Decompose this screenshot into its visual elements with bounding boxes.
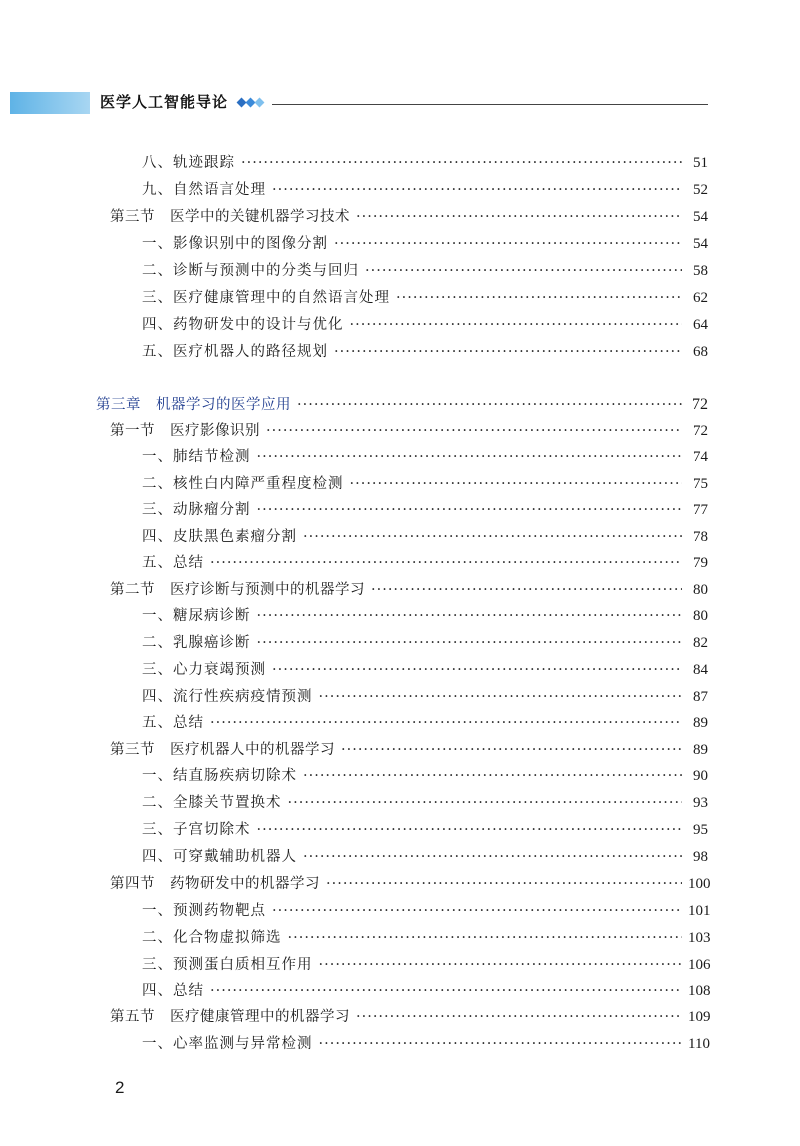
toc-entry-title: 一、结直肠疾病切除术 (142, 768, 297, 784)
toc-entry-title: 二、化合物虚拟筛选 (142, 930, 282, 946)
toc-entry-title: 四、皮肤黑色素瘤分割 (142, 529, 297, 545)
toc-entry-title: 三、心力衰竭预测 (142, 662, 266, 678)
toc-entry-title: 四、可穿戴辅助机器人 (142, 849, 297, 865)
toc-entry-title: 五、总结 (142, 555, 204, 571)
toc-item[interactable] (142, 657, 708, 679)
leader-dots (272, 661, 682, 679)
toc-entry-title: 五、医疗机器人的路径规划 (142, 344, 328, 360)
toc-section[interactable] (110, 871, 711, 893)
toc-page-number: 108 (688, 983, 711, 999)
toc-item[interactable] (142, 285, 708, 307)
toc-entry-title: 三、医疗健康管理中的自然语言处理 (142, 290, 390, 306)
toc-entry-title: 三、动脉瘤分割 (142, 502, 251, 518)
leader-dots (365, 262, 682, 280)
toc-page-number: 77 (693, 502, 708, 518)
leader-dots (371, 581, 682, 599)
toc-item[interactable] (142, 790, 708, 812)
toc-page-number: 89 (693, 715, 708, 731)
toc-item[interactable] (142, 231, 708, 253)
toc-entry-title: 第三节 医学中的关键机器学习技术 (110, 209, 350, 225)
toc-page-number: 89 (693, 742, 708, 758)
toc-page-number: 110 (688, 1036, 710, 1052)
toc-page-number: 80 (693, 582, 708, 598)
toc-page-number: 95 (693, 822, 708, 838)
toc-entry-title: 一、糖尿病诊断 (142, 608, 251, 624)
toc-item[interactable] (142, 177, 708, 199)
toc-page-number: 93 (693, 795, 708, 811)
book-title: 医学人工智能导论 (100, 93, 229, 111)
toc-item[interactable] (142, 550, 708, 572)
toc-item[interactable] (142, 497, 708, 519)
toc-page-number: 109 (688, 1009, 711, 1025)
leader-dots (303, 767, 682, 785)
toc-item[interactable] (142, 763, 708, 785)
leader-dots (272, 902, 682, 920)
leader-dots (356, 208, 682, 226)
toc-page-number: 68 (693, 344, 708, 360)
leader-dots (257, 501, 683, 519)
toc-entry-title: 二、全膝关节置换术 (142, 795, 282, 811)
toc-entry-title: 一、心率监测与异常检测 (142, 1036, 313, 1052)
toc-item[interactable] (142, 898, 711, 920)
leader-dots (319, 1035, 683, 1053)
toc-page-number: 98 (693, 849, 708, 865)
leader-dots (319, 688, 683, 706)
leader-dots (266, 422, 682, 440)
leader-dots (288, 929, 683, 947)
toc-item[interactable] (142, 312, 708, 334)
toc-item[interactable] (142, 471, 708, 493)
toc-page-number: 72 (692, 396, 708, 413)
toc-entry-title: 第三节 医疗机器人中的机器学习 (110, 742, 335, 758)
leader-dots (303, 848, 682, 866)
toc-page-number: 72 (693, 423, 708, 439)
toc-entry-title: 第三章 机器学习的医学应用 (96, 397, 291, 413)
toc-item[interactable] (142, 844, 708, 866)
toc-page-number: 78 (693, 529, 708, 545)
toc-item[interactable] (142, 150, 708, 172)
toc-chapter[interactable] (96, 392, 708, 414)
toc-entry-title: 四、药物研发中的设计与优化 (142, 317, 344, 333)
leader-dots (257, 607, 683, 625)
toc-entry-title: 三、预测蛋白质相互作用 (142, 957, 313, 973)
toc-page-number: 64 (693, 317, 708, 333)
leader-dots (210, 554, 682, 572)
leader-dots (272, 181, 682, 199)
toc-entry-title: 四、流行性疾病疫情预测 (142, 689, 313, 705)
leader-dots (319, 956, 683, 974)
toc-entry-title: 第五节 医疗健康管理中的机器学习 (110, 1009, 350, 1025)
toc-page-number: 51 (693, 155, 708, 171)
toc-item[interactable] (142, 1031, 708, 1053)
leader-dots (396, 289, 682, 307)
toc-entry-title: 八、轨迹跟踪 (142, 155, 235, 171)
toc-item[interactable] (142, 630, 708, 652)
toc-page-number: 54 (693, 209, 708, 225)
toc-section[interactable] (110, 1004, 711, 1026)
leader-dots (257, 634, 683, 652)
leader-dots (334, 235, 682, 253)
toc-page-number: 79 (693, 555, 708, 571)
leader-dots (334, 343, 682, 361)
toc-page-number: 82 (693, 635, 708, 651)
toc-entry-title: 一、肺结节检测 (142, 449, 251, 465)
toc-page-number: 103 (688, 930, 711, 946)
toc-item[interactable] (142, 444, 708, 466)
toc-entry-title: 三、子宫切除术 (142, 822, 251, 838)
toc-entry-title: 第四节 药物研发中的机器学习 (110, 876, 320, 892)
toc-page-number: 74 (693, 449, 708, 465)
toc-entry-title: 第二节 医疗诊断与预测中的机器学习 (110, 582, 365, 598)
toc-entry-title: 二、乳腺癌诊断 (142, 635, 251, 651)
toc-entry-title: 二、核性白内障严重程度检测 (142, 476, 344, 492)
toc-page-number: 62 (693, 290, 708, 306)
toc-page-number: 75 (693, 476, 708, 492)
leader-dots (356, 1008, 682, 1026)
toc-entry-title: 一、影像识别中的图像分割 (142, 236, 328, 252)
toc-page-number: 101 (688, 903, 711, 919)
leader-dots (350, 316, 683, 334)
toc-section[interactable] (110, 577, 708, 599)
leader-dots (341, 741, 682, 759)
page-number: 2 (115, 1078, 125, 1097)
toc-page-number: 54 (693, 236, 708, 252)
toc-entry-title: 二、诊断与预测中的分类与回归 (142, 263, 359, 279)
toc-page-number: 100 (688, 876, 711, 892)
toc-page-number: 87 (693, 689, 708, 705)
toc-item[interactable] (142, 603, 708, 625)
toc-entry-title: 一、预测药物靶点 (142, 903, 266, 919)
toc-page-number: 106 (688, 957, 711, 973)
leader-dots (257, 448, 683, 466)
leader-dots (241, 154, 682, 172)
toc-item[interactable] (142, 952, 711, 974)
toc-item[interactable] (142, 817, 708, 839)
toc-page-number: 80 (693, 608, 708, 624)
leader-dots (257, 821, 683, 839)
toc-item[interactable] (142, 339, 708, 361)
leader-dots (350, 475, 683, 493)
leader-dots (210, 714, 682, 732)
toc-section[interactable] (110, 737, 708, 759)
toc-item[interactable] (142, 684, 708, 706)
toc-item[interactable] (142, 925, 711, 947)
toc-entry-title: 四、总结 (142, 983, 204, 999)
toc-item[interactable] (142, 258, 708, 280)
leader-dots (303, 528, 682, 546)
toc-entry-title: 五、总结 (142, 715, 204, 731)
toc-section[interactable] (110, 418, 708, 440)
toc-page-number: 84 (693, 662, 708, 678)
toc-entry-title: 第一节 医疗影像识别 (110, 423, 260, 439)
toc-entry-title: 九、自然语言处理 (142, 182, 266, 198)
toc-page-number: 52 (693, 182, 708, 198)
toc-item[interactable] (142, 978, 711, 1000)
leader-dots (297, 396, 682, 414)
toc-section[interactable] (110, 204, 708, 226)
toc-item[interactable] (142, 524, 708, 546)
toc-item[interactable] (142, 710, 708, 732)
toc-page-number: 90 (693, 768, 708, 784)
toc-page-number: 58 (693, 263, 708, 279)
leader-dots (326, 875, 682, 893)
leader-dots (288, 794, 683, 812)
leader-dots (210, 982, 682, 1000)
